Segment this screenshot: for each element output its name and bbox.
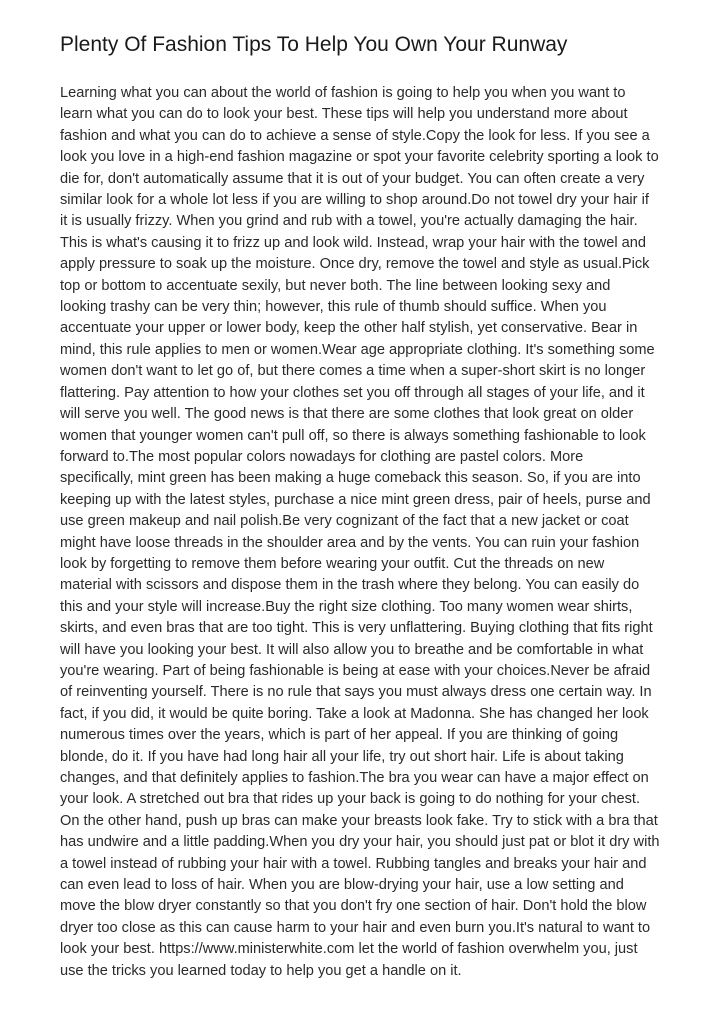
document-title: Plenty Of Fashion Tips To Help You Own Your Runway: [60, 33, 568, 56]
document-body-paragraph: Learning what you can about the world of fashion is going to help you when you want to learn what you can do to look your best. These tips will help you understand more about fashion and what you can do to achieve a sense of style.Copy the look for less. If you see a look you love in a high-end fashion magazine or spot your favorite celebrity sporting a look to die for, don't automatically assume that it is out of your budget. You can often create a very similar look for a whole lot less if you are willing to shop around.Do not towel dry your hair if it is usually frizzy. When you grind and rub with a towel, you're actually damaging the hair. This is what's causing it to frizz up and look wild. Instead, wrap your hair with the towel and apply pressure to soak up the moisture. Once dry, remove the towel and style as usual.Pick top or bottom to accentuate sexily, but never both. The line between looking sexy and looking trashy can be very thin; however, this rule of thumb should suffice. When you accentuate your upper or lower body, keep the other half stylish, yet conservative. Bear in mind, this rule applies to men or women.Wear age appropriate clothing. It's something some women don't want to let go of, but there comes a time when a super-short skirt is no longer flattering. Pay attention to how your clothes set you off through all stages of your life, and it will serve you well. The good news is that there are some clothes that look great on older women that younger women can't pull off, so there is always something fashionable to look forward to.The most popular colors nowadays for clothing are pastel colors. More specifically, mint green has been making a huge comeback this season. So, if you are into keeping up with the latest styles, purchase a nice mint green dress, pair of heels, purse and use green makeup and nail polish.Be very cognizant of the fact that a new jacket or coat might have loose threads in the shoulder area and by the vents. You can ruin your fashion look by forgetting to remove them before wearing your outfit. Cut the threads on new material with scissors and dispose them in the trash where they belong. You can easily do this and your style will increase.Buy the right size clothing. Too many women wear shirts, skirts, and even bras that are too tight. This is very unflattering. Buying clothing that fits right will have you looking your best. It will also allow you to breathe and be comfortable in what you're wearing. Part of being fashionable is being at ease with your choices.Never be afraid of reinventing yourself. There is no rule that says you must always dress one certain way. In fact, if you did, it would be quite boring. Take a look at Madonna. She has changed her look numerous times over the years, which is part of her appeal. If you are thinking of going blonde, do it. If you have had long hair all your life, try out short hair. Life is about taking changes, and that definitely applies to fashion.The bra you wear can have a major effect on your look. A stretched out bra that rides up your back is going to do nothing for your chest. On the other hand, push up bras can make your breasts look fake. Try to stick with a bra that has undwire and a little padding.When you dry your hair, you should just pat or blot it dry with a towel instead of rubbing your hair with a towel. Rubbing tangles and breaks your hair and can even lead to loss of hair. When you are blow-drying your hair, use a low setting and move the blow dryer constantly so that you don't fry one section of hair. Don't hold the blow dryer too close as this can cause harm to your hair and even burn you.It's natural to want to look your best. https://www.ministerwhite.com let the world of fashion overwhelm you, just use the tricks you learned today to help you get a handle on it.: [60, 85, 660, 979]
